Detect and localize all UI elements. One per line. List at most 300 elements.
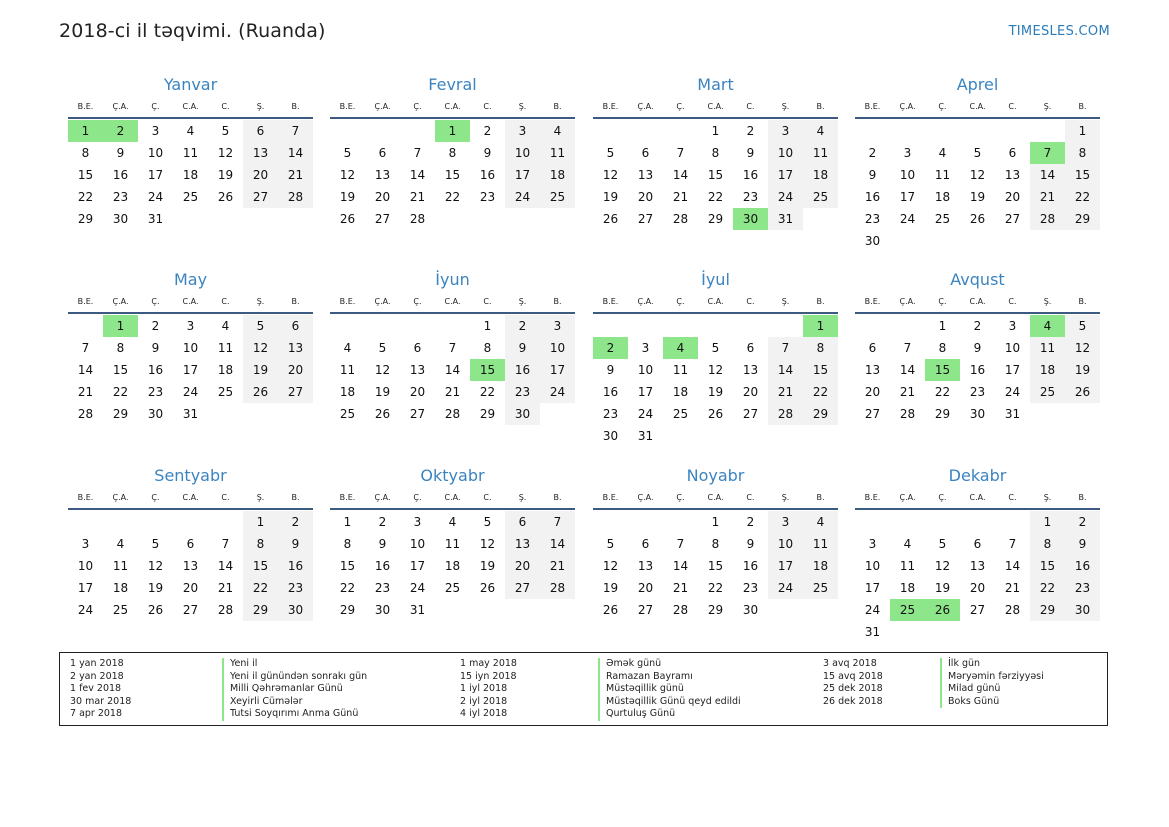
weekday-header bbox=[330, 490, 575, 510]
day-cell: 25 bbox=[112, 603, 129, 617]
day-cell: 20 bbox=[742, 385, 759, 399]
day-cell: 13 bbox=[374, 168, 391, 182]
empty-cell bbox=[400, 315, 435, 337]
weekend-day-cell: 22 bbox=[803, 381, 838, 403]
empty-cell bbox=[103, 511, 138, 533]
day-cell: 3 bbox=[641, 341, 650, 355]
weekday-label: Ç. bbox=[676, 493, 685, 502]
weekend-day-cell: 17 bbox=[540, 359, 575, 381]
day-cell: 25 bbox=[672, 407, 689, 421]
weekend-day-cell: 3 bbox=[540, 315, 575, 337]
holiday-day-cell: 1 bbox=[435, 120, 470, 142]
weekday-label: B. bbox=[553, 102, 562, 111]
day-cell: 27 bbox=[637, 603, 654, 617]
weekday-label: Ç. bbox=[938, 102, 947, 111]
legend-holiday-name: Əmək günü bbox=[598, 658, 741, 671]
empty-cell bbox=[698, 315, 733, 337]
month-block bbox=[68, 462, 313, 621]
weekday-label: B.E. bbox=[77, 493, 94, 502]
weekend-day-cell: 28 bbox=[1030, 208, 1065, 230]
empty-cell bbox=[890, 315, 925, 337]
legend-date: 1 iyl 2018 bbox=[460, 683, 508, 695]
weekday-label: C. bbox=[746, 493, 755, 502]
day-cell: 16 bbox=[479, 168, 496, 182]
weekend-day-cell: 25 bbox=[540, 186, 575, 208]
weekday-label: B. bbox=[1078, 102, 1087, 111]
day-cell: 13 bbox=[409, 363, 426, 377]
day-cell: 30 bbox=[602, 429, 619, 443]
weekday-label: C.A. bbox=[969, 102, 986, 111]
weekday-label: Ş. bbox=[781, 297, 790, 306]
day-cell: 16 bbox=[147, 363, 164, 377]
day-cell: 12 bbox=[479, 537, 496, 551]
weekend-day-cell: 30 bbox=[278, 599, 313, 621]
weekday-label: Ç. bbox=[938, 297, 947, 306]
day-cell: 31 bbox=[147, 212, 164, 226]
day-cell: 9 bbox=[746, 146, 755, 160]
holiday-legend bbox=[59, 652, 1108, 726]
weekend-day-cell: 9 bbox=[278, 533, 313, 555]
day-cell: 16 bbox=[602, 385, 619, 399]
weekday-label: C. bbox=[221, 102, 230, 111]
day-cell: 24 bbox=[637, 407, 654, 421]
day-cell: 5 bbox=[938, 537, 947, 551]
holiday-day-cell: 2 bbox=[103, 120, 138, 142]
day-cell: 22 bbox=[77, 190, 94, 204]
weekday-header bbox=[855, 490, 1100, 510]
day-cell: 23 bbox=[112, 190, 129, 204]
day-cell: 24 bbox=[77, 603, 94, 617]
empty-cell bbox=[890, 511, 925, 533]
day-cell: 7 bbox=[221, 537, 230, 551]
weekday-label: C. bbox=[483, 297, 492, 306]
empty-cell bbox=[628, 511, 663, 533]
day-cell: 19 bbox=[147, 581, 164, 595]
weekend-day-cell: 3 bbox=[505, 120, 540, 142]
weekday-label: C.A. bbox=[969, 297, 986, 306]
weekday-label: C. bbox=[221, 493, 230, 502]
empty-cell bbox=[960, 511, 995, 533]
empty-cell bbox=[173, 511, 208, 533]
legend-names-col-2 bbox=[598, 658, 741, 721]
weekday-label: B. bbox=[553, 493, 562, 502]
weekend-day-cell: 27 bbox=[278, 381, 313, 403]
weekday-label: Ç. bbox=[413, 493, 422, 502]
weekday-label: Ç.A. bbox=[112, 102, 129, 111]
day-cell: 12 bbox=[602, 168, 619, 182]
holiday-day-cell: 25 bbox=[890, 599, 925, 621]
month-name: Dekabr bbox=[948, 466, 1007, 485]
weekday-label: B.E. bbox=[602, 297, 619, 306]
day-grid bbox=[855, 120, 1100, 252]
weekend-day-cell: 30 bbox=[505, 403, 540, 425]
weekday-header bbox=[330, 99, 575, 119]
day-cell: 30 bbox=[742, 603, 759, 617]
weekend-day-cell: 23 bbox=[278, 577, 313, 599]
empty-cell bbox=[435, 315, 470, 337]
weekday-label: Ç. bbox=[413, 297, 422, 306]
weekend-day-cell: 31 bbox=[768, 208, 803, 230]
day-cell: 11 bbox=[672, 363, 689, 377]
day-cell: 28 bbox=[672, 603, 689, 617]
day-cell: 26 bbox=[707, 407, 724, 421]
weekday-label: Ş. bbox=[518, 297, 527, 306]
weekday-label: B.E. bbox=[339, 493, 356, 502]
day-cell: 26 bbox=[147, 603, 164, 617]
day-cell: 31 bbox=[1004, 407, 1021, 421]
weekday-label: Ş. bbox=[1043, 493, 1052, 502]
day-cell: 26 bbox=[374, 407, 391, 421]
day-cell: 13 bbox=[742, 363, 759, 377]
day-cell: 21 bbox=[672, 581, 689, 595]
weekday-label: B. bbox=[291, 493, 300, 502]
day-cell: 11 bbox=[217, 341, 234, 355]
weekend-day-cell: 7 bbox=[768, 337, 803, 359]
weekend-day-cell: 23 bbox=[1065, 577, 1100, 599]
day-grid bbox=[68, 511, 313, 621]
day-cell: 10 bbox=[409, 537, 426, 551]
empty-cell bbox=[855, 120, 890, 142]
day-cell: 29 bbox=[479, 407, 496, 421]
weekend-day-cell: 2 bbox=[505, 315, 540, 337]
weekend-day-cell: 17 bbox=[768, 164, 803, 186]
weekday-label: Ç.A. bbox=[637, 102, 654, 111]
empty-cell bbox=[663, 120, 698, 142]
day-cell: 19 bbox=[602, 581, 619, 595]
day-cell: 29 bbox=[707, 212, 724, 226]
day-cell: 9 bbox=[483, 146, 492, 160]
weekday-label: Ç.A. bbox=[112, 297, 129, 306]
day-cell: 9 bbox=[606, 363, 615, 377]
empty-cell bbox=[925, 120, 960, 142]
weekend-day-cell: 5 bbox=[243, 315, 278, 337]
day-cell: 8 bbox=[483, 341, 492, 355]
day-cell: 23 bbox=[864, 212, 881, 226]
day-cell: 1 bbox=[711, 124, 720, 138]
day-cell: 1 bbox=[711, 515, 720, 529]
day-cell: 16 bbox=[864, 190, 881, 204]
day-cell: 23 bbox=[479, 190, 496, 204]
day-cell: 17 bbox=[409, 559, 426, 573]
legend-holiday-name: Tutsi Soyqırımı Anma Günü bbox=[222, 708, 367, 721]
day-cell: 9 bbox=[116, 146, 125, 160]
weekend-day-cell: 6 bbox=[278, 315, 313, 337]
weekend-day-cell: 2 bbox=[278, 511, 313, 533]
day-cell: 28 bbox=[899, 407, 916, 421]
legend-date: 26 dek 2018 bbox=[823, 695, 883, 707]
legend-holiday-name: Milad günü bbox=[940, 683, 1044, 696]
weekend-day-cell: 9 bbox=[1065, 533, 1100, 555]
weekend-day-cell: 26 bbox=[243, 381, 278, 403]
day-cell: 10 bbox=[899, 168, 916, 182]
weekend-day-cell: 11 bbox=[540, 142, 575, 164]
weekday-label: C. bbox=[221, 297, 230, 306]
month-name: İyun bbox=[435, 270, 470, 289]
day-cell: 17 bbox=[864, 581, 881, 595]
weekday-label: C.A. bbox=[444, 102, 461, 111]
day-cell: 4 bbox=[221, 319, 230, 333]
day-cell: 17 bbox=[147, 168, 164, 182]
empty-cell bbox=[330, 315, 365, 337]
day-cell: 9 bbox=[973, 341, 982, 355]
day-cell: 23 bbox=[742, 190, 759, 204]
day-cell: 21 bbox=[77, 385, 94, 399]
weekday-label: C.A. bbox=[444, 297, 461, 306]
day-cell: 14 bbox=[672, 559, 689, 573]
weekend-day-cell: 29 bbox=[243, 599, 278, 621]
weekday-label: Ş. bbox=[1043, 102, 1052, 111]
day-cell: 17 bbox=[899, 190, 916, 204]
holiday-day-cell: 15 bbox=[470, 359, 505, 381]
month-name: Avqust bbox=[950, 270, 1005, 289]
day-cell: 14 bbox=[217, 559, 234, 573]
day-cell: 20 bbox=[1004, 190, 1021, 204]
weekday-label: Ç. bbox=[676, 297, 685, 306]
weekday-label: B. bbox=[1078, 493, 1087, 502]
day-cell: 19 bbox=[374, 385, 391, 399]
day-cell: 11 bbox=[934, 168, 951, 182]
day-cell: 21 bbox=[444, 385, 461, 399]
empty-cell bbox=[628, 315, 663, 337]
month-block bbox=[593, 462, 838, 621]
legend-holiday-name: Yeni il günündən sonrakı gün bbox=[222, 671, 367, 684]
weekday-header bbox=[593, 294, 838, 314]
day-cell: 2 bbox=[746, 124, 755, 138]
weekend-day-cell: 11 bbox=[803, 142, 838, 164]
weekday-label: Ç.A. bbox=[899, 102, 916, 111]
day-cell: 10 bbox=[864, 559, 881, 573]
day-cell: 2 bbox=[151, 319, 160, 333]
legend-holiday-name: Qurtuluş Günü bbox=[598, 708, 741, 721]
day-cell: 5 bbox=[606, 146, 615, 160]
month-block bbox=[330, 71, 575, 230]
weekend-day-cell: 1 bbox=[1065, 120, 1100, 142]
legend-date: 1 may 2018 bbox=[460, 658, 517, 669]
holiday-day-cell: 1 bbox=[803, 315, 838, 337]
day-cell: 27 bbox=[374, 212, 391, 226]
day-cell: 5 bbox=[151, 537, 160, 551]
day-cell: 18 bbox=[934, 190, 951, 204]
day-cell: 29 bbox=[707, 603, 724, 617]
day-cell: 28 bbox=[217, 603, 234, 617]
empty-cell bbox=[365, 315, 400, 337]
day-cell: 28 bbox=[672, 212, 689, 226]
day-cell: 14 bbox=[899, 363, 916, 377]
empty-cell bbox=[663, 315, 698, 337]
day-cell: 28 bbox=[1004, 603, 1021, 617]
weekday-label: Ç.A. bbox=[374, 297, 391, 306]
day-cell: 26 bbox=[969, 212, 986, 226]
day-cell: 25 bbox=[339, 407, 356, 421]
day-cell: 19 bbox=[217, 168, 234, 182]
day-cell: 15 bbox=[77, 168, 94, 182]
day-cell: 30 bbox=[969, 407, 986, 421]
weekend-day-cell: 2 bbox=[1065, 511, 1100, 533]
legend-date: 15 avq 2018 bbox=[823, 670, 883, 682]
weekday-header bbox=[68, 294, 313, 314]
weekend-day-cell: 21 bbox=[768, 381, 803, 403]
day-cell: 8 bbox=[81, 146, 90, 160]
day-cell: 18 bbox=[444, 559, 461, 573]
day-cell: 3 bbox=[186, 319, 195, 333]
day-cell: 12 bbox=[339, 168, 356, 182]
day-cell: 26 bbox=[217, 190, 234, 204]
empty-cell bbox=[593, 120, 628, 142]
month-block bbox=[330, 462, 575, 621]
day-grid bbox=[855, 511, 1100, 643]
weekend-day-cell: 18 bbox=[1030, 359, 1065, 381]
empty-cell bbox=[768, 315, 803, 337]
weekend-day-cell: 20 bbox=[278, 359, 313, 381]
day-cell: 15 bbox=[112, 363, 129, 377]
day-cell: 7 bbox=[903, 341, 912, 355]
weekday-label: C. bbox=[1008, 102, 1017, 111]
day-cell: 23 bbox=[147, 385, 164, 399]
day-cell: 5 bbox=[973, 146, 982, 160]
weekend-day-cell: 29 bbox=[1030, 599, 1065, 621]
weekend-day-cell: 25 bbox=[803, 577, 838, 599]
day-cell: 31 bbox=[182, 407, 199, 421]
day-cell: 21 bbox=[899, 385, 916, 399]
day-cell: 3 bbox=[151, 124, 160, 138]
weekday-header bbox=[855, 294, 1100, 314]
day-cell: 27 bbox=[1004, 212, 1021, 226]
day-cell: 26 bbox=[479, 581, 496, 595]
weekday-label: C.A. bbox=[707, 493, 724, 502]
weekend-day-cell: 12 bbox=[243, 337, 278, 359]
weekday-label: Ş. bbox=[256, 102, 265, 111]
day-cell: 22 bbox=[479, 385, 496, 399]
weekday-label: B. bbox=[816, 493, 825, 502]
weekday-label: Ş. bbox=[518, 493, 527, 502]
day-cell: 27 bbox=[409, 407, 426, 421]
day-cell: 13 bbox=[864, 363, 881, 377]
weekend-day-cell: 22 bbox=[243, 577, 278, 599]
day-cell: 7 bbox=[1008, 537, 1017, 551]
empty-cell bbox=[208, 511, 243, 533]
legend-holiday-name: Müstəqillik Günü qeyd edildi bbox=[598, 696, 741, 709]
day-cell: 20 bbox=[637, 581, 654, 595]
day-cell: 23 bbox=[602, 407, 619, 421]
day-grid bbox=[330, 120, 575, 230]
empty-cell bbox=[400, 120, 435, 142]
day-grid bbox=[68, 120, 313, 230]
holiday-day-cell: 26 bbox=[925, 599, 960, 621]
day-cell: 20 bbox=[864, 385, 881, 399]
day-cell: 3 bbox=[81, 537, 90, 551]
weekend-day-cell: 28 bbox=[278, 186, 313, 208]
weekend-day-cell: 12 bbox=[1065, 337, 1100, 359]
weekend-day-cell: 4 bbox=[803, 120, 838, 142]
legend-holiday-name: İlk gün bbox=[940, 658, 1044, 671]
weekday-label: Ş. bbox=[518, 102, 527, 111]
day-cell: 5 bbox=[221, 124, 230, 138]
day-cell: 8 bbox=[448, 146, 457, 160]
day-cell: 24 bbox=[899, 212, 916, 226]
weekday-label: Ç.A. bbox=[374, 102, 391, 111]
weekend-day-cell: 7 bbox=[540, 511, 575, 533]
month-name: Sentyabr bbox=[154, 466, 227, 485]
legend-date: 2 yan 2018 bbox=[70, 670, 124, 682]
month-block bbox=[68, 266, 313, 425]
weekday-label: B.E. bbox=[77, 297, 94, 306]
weekday-label: Ç.A. bbox=[112, 493, 129, 502]
holiday-day-cell: 1 bbox=[68, 120, 103, 142]
weekend-day-cell: 26 bbox=[1065, 381, 1100, 403]
empty-cell bbox=[663, 511, 698, 533]
month-block bbox=[855, 266, 1100, 425]
day-cell: 8 bbox=[116, 341, 125, 355]
weekday-label: B. bbox=[816, 102, 825, 111]
empty-cell bbox=[960, 120, 995, 142]
weekend-day-cell: 25 bbox=[1030, 381, 1065, 403]
day-cell: 4 bbox=[448, 515, 457, 529]
day-cell: 24 bbox=[1004, 385, 1021, 399]
day-cell: 14 bbox=[672, 168, 689, 182]
weekday-label: B. bbox=[291, 297, 300, 306]
day-cell: 6 bbox=[378, 146, 387, 160]
weekday-label: Ç.A. bbox=[374, 493, 391, 502]
weekend-day-cell: 14 bbox=[540, 533, 575, 555]
empty-cell bbox=[68, 315, 103, 337]
day-cell: 11 bbox=[444, 537, 461, 551]
weekend-day-cell: 9 bbox=[505, 337, 540, 359]
weekend-day-cell: 24 bbox=[768, 577, 803, 599]
day-cell: 6 bbox=[868, 341, 877, 355]
weekend-day-cell: 13 bbox=[278, 337, 313, 359]
weekend-day-cell: 19 bbox=[243, 359, 278, 381]
weekend-day-cell: 14 bbox=[768, 359, 803, 381]
day-cell: 14 bbox=[1004, 559, 1021, 573]
day-cell: 19 bbox=[707, 385, 724, 399]
empty-cell bbox=[995, 511, 1030, 533]
day-grid bbox=[593, 120, 838, 230]
site-brand-link[interactable]: TIMESLES.COM bbox=[1008, 24, 1110, 39]
weekend-day-cell: 8 bbox=[1030, 533, 1065, 555]
day-cell: 15 bbox=[707, 559, 724, 573]
month-block bbox=[330, 266, 575, 425]
holiday-day-cell: 1 bbox=[103, 315, 138, 337]
day-cell: 2 bbox=[746, 515, 755, 529]
empty-cell bbox=[593, 511, 628, 533]
day-cell: 23 bbox=[969, 385, 986, 399]
weekday-label: C. bbox=[483, 102, 492, 111]
weekend-day-cell: 14 bbox=[1030, 164, 1065, 186]
weekday-label: B.E. bbox=[602, 102, 619, 111]
day-cell: 22 bbox=[707, 190, 724, 204]
weekend-day-cell: 10 bbox=[505, 142, 540, 164]
empty-cell bbox=[628, 120, 663, 142]
day-cell: 17 bbox=[637, 385, 654, 399]
day-cell: 26 bbox=[602, 603, 619, 617]
weekday-label: B. bbox=[553, 297, 562, 306]
weekday-label: C. bbox=[746, 102, 755, 111]
day-cell: 28 bbox=[409, 212, 426, 226]
empty-cell bbox=[365, 120, 400, 142]
weekend-day-cell: 13 bbox=[243, 142, 278, 164]
day-cell: 15 bbox=[707, 168, 724, 182]
day-cell: 14 bbox=[409, 168, 426, 182]
day-cell: 27 bbox=[864, 407, 881, 421]
empty-cell bbox=[593, 315, 628, 337]
weekday-label: Ç.A. bbox=[637, 297, 654, 306]
weekend-day-cell: 4 bbox=[803, 511, 838, 533]
weekend-day-cell: 28 bbox=[768, 403, 803, 425]
day-cell: 27 bbox=[182, 603, 199, 617]
day-cell: 6 bbox=[641, 146, 650, 160]
day-cell: 22 bbox=[112, 385, 129, 399]
legend-date: 15 iyn 2018 bbox=[460, 670, 517, 682]
